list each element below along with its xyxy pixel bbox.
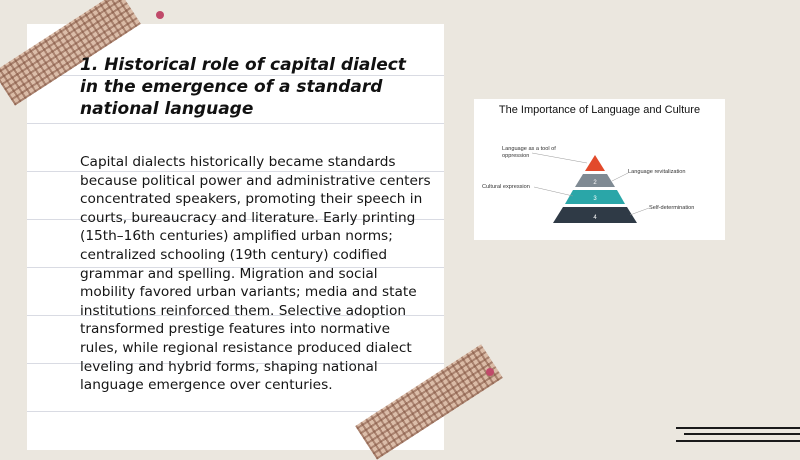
slide-title: 1. Historical role of capital dialect in the emergence of a standard national language [80,55,406,119]
label-cultural-expression: Cultural expression [482,184,530,190]
leader-line [630,208,649,215]
label-revitalization: Language revitalization [628,169,686,175]
label-oppression: Language as a tool of oppression [502,146,556,159]
pyramid-level-number: 2 [593,180,597,186]
label-self-determination: Self-determination [649,205,695,211]
decorative-line [676,440,800,442]
slide-body-text: Capital dialects historically became standards because political power and administrative centers concentrated speakers, promoting their speech in courts, bureaucracy and literature. Early printing (15th–16th centuries) amplified urban norms; centralized schooling (19th century) codified grammar and spelling. Migration and social mobility favored urban variants; media and state institutions reinforced them. Selective adoption transformed prestige features into normative rules, while regional resistance produced dialect leveling and hybrid forms, shaping national language emergence over centuries. [80,154,431,394]
tape-end-dot [486,368,494,376]
decorative-line [676,427,800,429]
pyramid-level-number: 4 [593,215,597,221]
infographic-title: The Importance of Language and Culture [498,104,701,116]
infographic-image [474,99,725,240]
decorative-line [684,433,800,435]
leader-line [612,173,628,181]
tape-end-dot [156,11,164,19]
pyramid-level-1 [585,155,605,171]
pyramid-level-number: 3 [593,196,597,202]
